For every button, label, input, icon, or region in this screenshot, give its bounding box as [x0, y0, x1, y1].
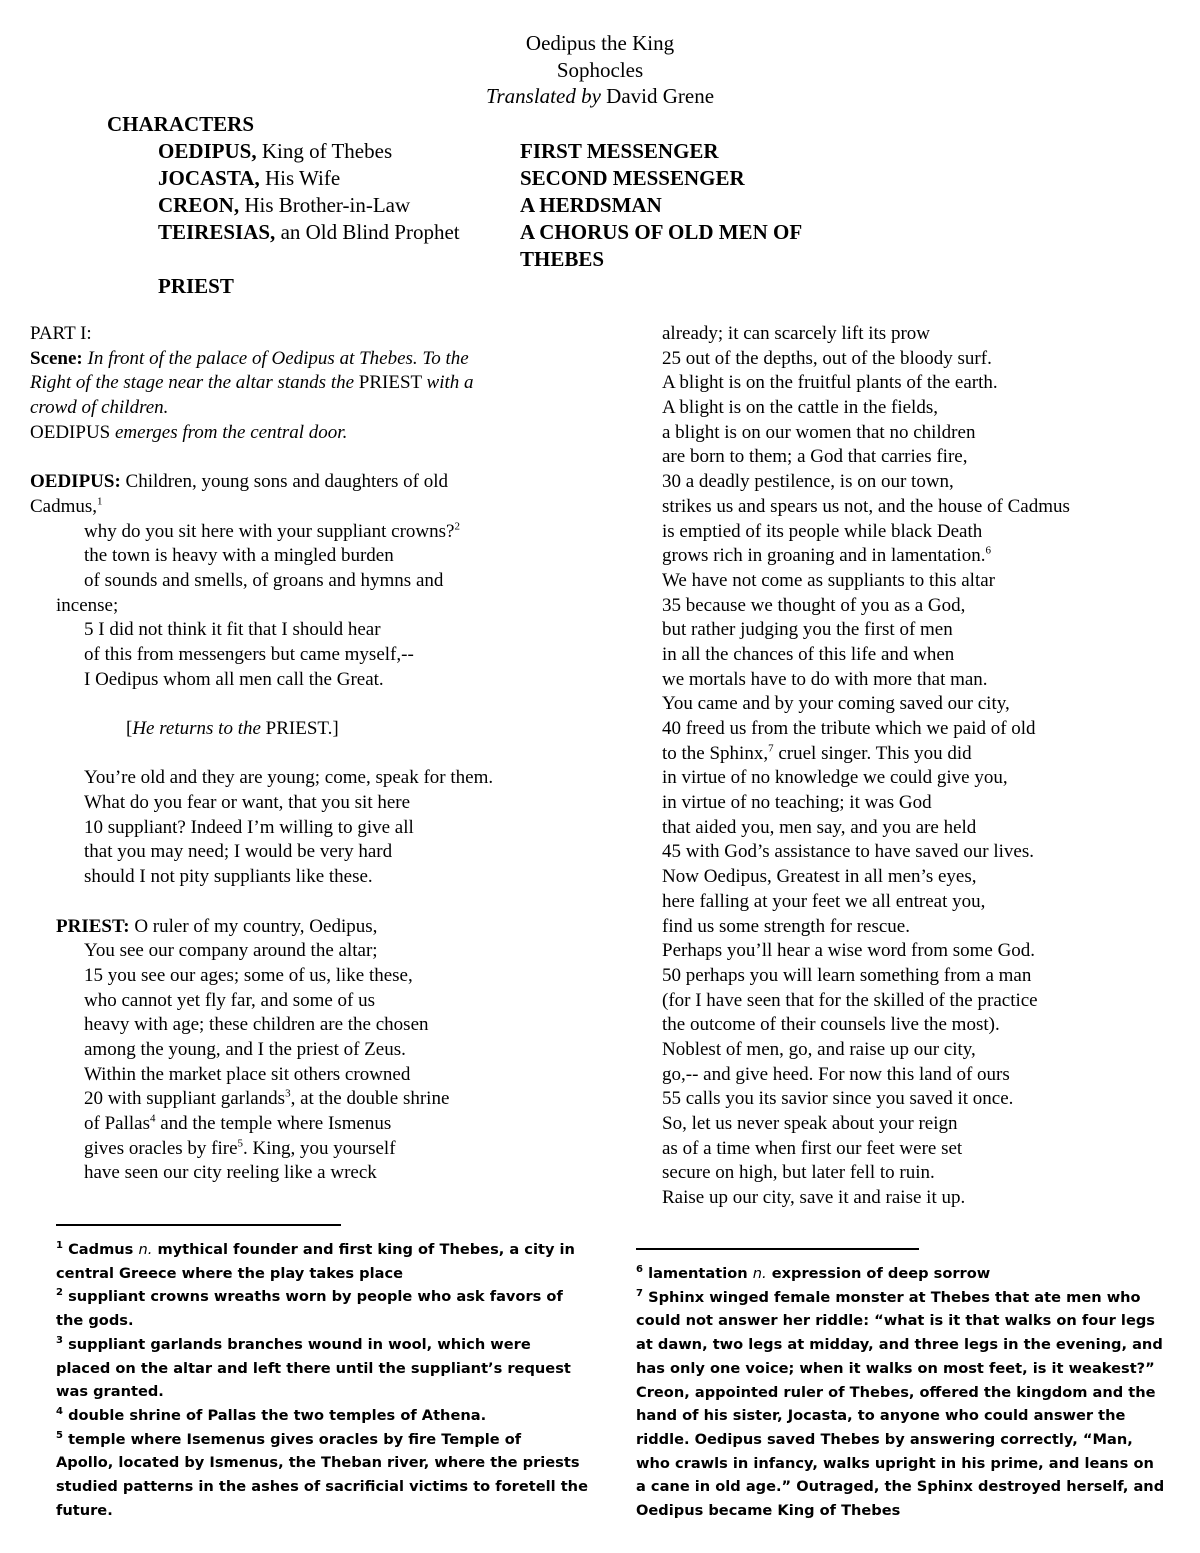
footnote-number: 7 — [636, 1287, 643, 1299]
footnote-number: 1 — [56, 1240, 63, 1252]
speech-line — [30, 915, 590, 940]
verse-line: You came and by your coming saved our city, — [662, 693, 1010, 715]
verse-line: 55 calls you its savior since you saved it once. — [662, 1088, 1014, 1110]
character-entry — [158, 192, 518, 219]
character-desc: an Old Blind Prophet — [280, 220, 460, 244]
speaker-label: PRIEST: — [56, 915, 130, 937]
verse-line: a blight is on our women that no children — [662, 421, 976, 443]
verse-line: 15 you see our ages; some of us, like these, — [84, 964, 413, 986]
translated-by-label: Translated by — [485, 84, 601, 108]
verse-line: is emptied of its people while black Death — [662, 520, 983, 542]
footnote-rule — [636, 1248, 919, 1250]
verse-text: cruel singer. This you did — [778, 742, 972, 764]
characters-heading: CHARACTERS — [107, 112, 255, 136]
translator-name: David Grene — [606, 84, 715, 108]
verse-line: A blight is on the fruitful plants of the earth. — [662, 372, 998, 394]
footnote-line: Oedipus became King of Thebes — [636, 1502, 901, 1520]
footnote-line — [636, 1286, 1176, 1310]
footnote-line — [56, 1428, 596, 1452]
footnote-line: central Greece where the play takes place — [56, 1264, 404, 1282]
verse-line: Raise up our city, save it and raise it up. — [662, 1187, 966, 1209]
character-desc: King of Thebes — [261, 139, 393, 163]
verse-line: 50 perhaps you will learn something from a man — [662, 964, 1032, 986]
footnote-line: a cane in old age.” Outraged, the Sphinx destroyed herself, and — [636, 1478, 1165, 1496]
verse-line: who cannot yet fly far, and some of us — [84, 989, 376, 1011]
character-name: TEIRESIAS, — [158, 220, 276, 244]
stage-text: He returns to the — [132, 718, 261, 739]
scene-name: OEDIPUS — [30, 421, 111, 443]
scene-text: In front of the palace of Oedipus at Thebes. To the — [87, 347, 469, 369]
verse-line: heavy with age; these children are the chosen — [84, 1014, 429, 1036]
scene-line — [30, 421, 590, 446]
verse-line: 10 suppliant? Indeed I’m willing to give all — [84, 816, 414, 838]
verse-line: 25 out of the depths, out of the bloody surf. — [662, 347, 992, 369]
verse-line: find us some strength for rescue. — [662, 915, 910, 937]
footnote-rule — [56, 1224, 341, 1226]
characters-right-column — [520, 138, 860, 271]
footnote-mark: 6 — [985, 544, 991, 557]
footnote-line: has only one voice; when it walks on most feet, is it weakest?” — [636, 1359, 1155, 1377]
verse-line: we mortals have to do with more that man. — [662, 668, 988, 690]
verse-line: Now Oedipus, Greatest in all men’s eyes, — [662, 866, 977, 888]
verse-text: of Pallas — [84, 1113, 150, 1134]
verse-line: Perhaps you’ll hear a wise word from some God. — [662, 940, 1036, 962]
verse-line: incense; — [56, 594, 119, 616]
verse-line: Within the market place sit others crowned — [84, 1063, 411, 1085]
footnote-mark: 4 — [149, 1112, 156, 1125]
speech-line — [30, 495, 590, 520]
footnote-text: double shrine of Pallas the two temples of Athena. — [68, 1406, 487, 1424]
footnote-line: placed on the altar and left there until the suppliant’s request — [56, 1359, 571, 1377]
left-text-column — [30, 322, 590, 1186]
footnote-line: could not answer her riddle: “what is it that walks on four legs — [636, 1312, 1155, 1330]
scene-name: PRIEST — [358, 372, 422, 394]
verse-text: why do you sit here with your suppliant crowns? — [84, 520, 455, 542]
footnote-line — [636, 1262, 1176, 1286]
footnote-term: lamentation — [648, 1265, 748, 1282]
title-block — [0, 30, 1200, 110]
footnote-line: future. — [56, 1501, 113, 1519]
character-name: JOCASTA, — [158, 166, 260, 190]
verse-text: , at the double shrine — [290, 1088, 450, 1110]
footnote-number: 2 — [56, 1287, 63, 1299]
verse-line: I Oedipus whom all men call the Great. — [84, 668, 384, 690]
footnotes-right — [636, 1262, 1176, 1523]
footnote-text: expression of deep sorrow — [771, 1265, 991, 1282]
character-entry: FIRST MESSENGER — [520, 139, 719, 163]
verse-line: secure on high, but later fell to ruin. — [662, 1162, 935, 1184]
footnote-number: 4 — [56, 1406, 63, 1418]
verse-line: in all the chances of this life and when — [662, 643, 955, 665]
footnote-mark: 3 — [285, 1087, 291, 1100]
verse-line: the outcome of their counsels live the most). — [662, 1014, 1000, 1036]
scene-text: crowd of children. — [30, 397, 169, 419]
footnote-line: hand of his sister, Jocasta, to anyone who could answer the — [636, 1407, 1126, 1425]
footnote-text: Sphinx winged female monster at Thebes that ate men who — [648, 1288, 1141, 1306]
verse-line: 30 a deadly pestilence, is on our town, — [662, 471, 954, 493]
verse-line — [650, 742, 1170, 767]
verse-text: Cadmus, — [30, 495, 98, 517]
footnote-mark: 7 — [768, 742, 774, 755]
bracket: [ — [126, 718, 133, 739]
verse-line: the town is heavy with a mingled burden — [84, 545, 394, 567]
footnote-line — [56, 1238, 596, 1262]
verse-line: but rather judging you the first of men — [662, 619, 953, 641]
verse-text: O ruler of my country, Oedipus, — [134, 915, 378, 937]
verse-line: 35 because we thought of you as a God, — [662, 594, 966, 616]
verse-line: A blight is on the cattle in the fields, — [662, 397, 938, 419]
verse-line — [30, 520, 590, 545]
verse-line: that you may need; I would be very hard — [84, 841, 393, 863]
footnote-line: riddle. Oedipus saved Thebes by answering correctly, “Man, — [636, 1430, 1133, 1448]
verse-line: of this from messengers but came myself,-- — [84, 643, 414, 665]
footnote-line: at dawn, two legs at midday, and three legs in the evening, and — [636, 1336, 1163, 1354]
verse-line: 40 freed us from the tribute which we paid of old — [662, 718, 1036, 739]
footnotes-left — [56, 1238, 596, 1522]
verse-line — [30, 1137, 590, 1162]
footnote-mark: 5 — [237, 1137, 244, 1150]
footnote-line — [56, 1285, 596, 1309]
verse-line: (for I have seen that for the skilled of the practice — [662, 989, 1038, 1011]
verse-line: are born to them; a God that carries fire, — [662, 446, 968, 468]
verse-line: should I not pity suppliants like these. — [84, 866, 373, 888]
verse-line: among the young, and I the priest of Zeus. — [84, 1038, 406, 1060]
footnote-mark: 1 — [97, 495, 103, 508]
footnote-line — [56, 1333, 596, 1357]
scene-text: emerges from the central door. — [114, 421, 348, 443]
scene-label: Scene: — [30, 347, 83, 369]
translation-credit — [0, 83, 1200, 110]
verse-line: have seen our city reeling like a wreck — [84, 1162, 377, 1184]
character-entry — [158, 138, 518, 165]
verse-line: You’re old and they are young; come, speak for them. — [84, 767, 494, 789]
character-entry: A CHORUS OF OLD MEN OF THEBES — [520, 220, 802, 271]
character-desc: His Brother-in-Law — [244, 193, 411, 217]
verse-text: and the temple where Ismenus — [160, 1113, 392, 1134]
scene-line — [30, 347, 590, 372]
footnote-pos: n. — [138, 1241, 153, 1258]
stage-name: PRIEST.] — [265, 718, 339, 739]
verse-line: of sounds and smells, of groans and hymns and — [84, 569, 444, 591]
verse-line: in virtue of no knowledge we could give you, — [662, 767, 1008, 789]
footnote-term: Cadmus — [68, 1241, 134, 1258]
character-desc: His Wife — [264, 166, 341, 190]
footnote-line: who crawls in infancy, walks upright in his prime, and leans on — [636, 1454, 1154, 1472]
verse-line: So, let us never speak about your reign — [662, 1113, 958, 1134]
scene-line — [30, 371, 590, 396]
verse-text: gives oracles by fire — [84, 1137, 238, 1159]
footnote-number: 3 — [56, 1334, 63, 1346]
character-entry — [158, 219, 518, 246]
verse-text: . King, you yourself — [243, 1137, 396, 1159]
footnote-number: 5 — [56, 1429, 63, 1441]
scene-text: Right of the stage near the altar stands the — [30, 372, 355, 394]
scene-line — [30, 396, 590, 421]
character-entry: A HERDSMAN — [520, 193, 662, 217]
footnote-line: was granted. — [56, 1383, 164, 1401]
right-text-column — [650, 322, 1170, 1211]
footnote-text: suppliant garlands branches wound in wool, which were — [68, 1335, 531, 1353]
verse-line: in virtue of no teaching; it was God — [662, 792, 932, 814]
play-title: Oedipus the King — [525, 31, 675, 55]
footnote-line: Apollo, located by Ismenus, the Theban river, where the priests — [56, 1454, 580, 1472]
speaker-label: OEDIPUS: — [30, 471, 121, 493]
verse-text: 20 with suppliant garlands — [84, 1088, 286, 1110]
verse-line — [30, 1112, 590, 1137]
author: Sophocles — [556, 57, 644, 82]
verse-text: to the Sphinx, — [662, 742, 769, 764]
footnote-mark: 2 — [454, 520, 460, 533]
characters-left-column — [158, 138, 518, 246]
verse-line: as of a time when first our feet were set — [662, 1137, 963, 1159]
verse-line: Noblest of men, go, and raise up our city, — [662, 1038, 976, 1060]
character-priest: PRIEST — [158, 274, 234, 298]
footnote-line — [56, 1404, 596, 1428]
verse-line: 5 I did not think it fit that I should hear — [84, 619, 381, 641]
footnote-text: suppliant crowns wreaths worn by people who ask favors of — [68, 1288, 563, 1306]
character-entry: SECOND MESSENGER — [520, 166, 745, 190]
footnote-line: the gods. — [56, 1312, 134, 1330]
footnote-text: mythical founder and first king of Thebes, a city in — [157, 1241, 575, 1258]
verse-line: already; it can scarcely lift its prow — [662, 323, 931, 344]
footnote-text: temple where Isemenus gives oracles by fire Temple of — [68, 1430, 522, 1448]
verse-line: go,-- and give heed. For now this land of ours — [662, 1063, 1010, 1085]
footnote-line: Creon, appointed ruler of Thebes, offered the kingdom and the — [636, 1383, 1156, 1401]
verse-line: strikes us and spears us not, and the house of Cadmus — [662, 495, 1070, 517]
verse-line: You see our company around the altar; — [84, 940, 378, 962]
verse-line: that aided you, men say, and you are held — [662, 816, 977, 838]
verse-line: 45 with God’s assistance to have saved our lives. — [662, 841, 1035, 863]
verse-line — [30, 1087, 590, 1112]
verse-line: here falling at your feet we all entreat you, — [662, 890, 986, 912]
speech-line — [30, 470, 590, 495]
stage-direction — [30, 717, 590, 742]
character-name: OEDIPUS, — [158, 139, 257, 163]
verse-text: Children, young sons and daughters of old — [125, 471, 448, 493]
verse-line: What do you fear or want, that you sit here — [84, 792, 411, 814]
part-heading: PART I: — [30, 323, 92, 344]
footnote-pos: n. — [752, 1265, 767, 1282]
scene-text: with a — [426, 372, 474, 394]
footnote-line: studied patterns in the ashes of sacrificial victims to foretell the — [56, 1478, 588, 1496]
footnote-number: 6 — [636, 1264, 643, 1276]
character-name: CREON, — [158, 193, 240, 217]
verse-text: grows rich in groaning and in lamentation. — [662, 545, 986, 567]
verse-line — [650, 544, 1170, 569]
character-entry — [158, 165, 518, 192]
verse-line: We have not come as suppliants to this altar — [662, 569, 996, 591]
